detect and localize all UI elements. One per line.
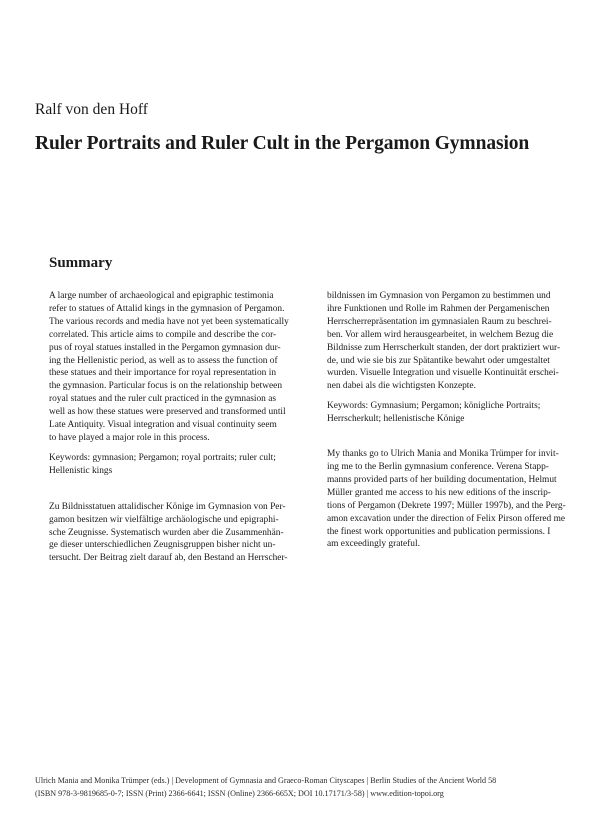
keywords-english: Keywords: gymnasion; Pergamon; royal portraits; ruler cult; Hellenistic kings — [49, 452, 276, 476]
acknowledgements: My thanks go to Ulrich Mania and Monika Trümper for invit- ing me to the Berlin gymnasium conference. Verena Stapp- manns provided parts of her building documentation, Helmut Müller granted me access to his new editions of the inscrip- tions of Pergamon (Dekrete 1997; Müller 1997b), and the Perg- amon excavation under the direction of Felix Pirson offered me the finest work opportunities and publication permissions. I am exceedingly grateful. — [327, 449, 566, 550]
abstract-english: A large number of archaeological and epigraphic testimonia refer to statues of Attalid kings in the gymnasion of Pergamon. The various records and media have not yet been systematically correlated. This article aims to compile and describe the cor- pus of royal statues installed in the Pergamon gymnasion dur- ing the Hellenistic period, as well as to assess the function of these statues and their importance for royal representation in the gymnasion. Particular focus is on the relationship between royal statues and the ruler cult practiced in the gymnasion as well as how these statues were preserved and transformed until Late Antiquity. Visual integration and visual continuity seem to have played a major role in this process. — [49, 291, 289, 443]
abstract-german-continued: bildnissen im Gymnasion von Pergamon zu bestimmen und ihre Funktionen und Rolle im Rahmen der Pergamenischen Herrscherrepräsentation im gymnasialen Raum zu beschrei- ben. Vor allem wird herausgearbeitet, in welchem Bezug die Bildnisse zum Herrscherkult standen, der dort praktiziert wur- de, und wie sie bis zur Spätantike bewahrt oder umgestaltet wurden. Visuelle Integration und visuelle Kontinuität erschei- nen dabei als die wichtigsten Konzepte. — [327, 291, 561, 392]
abstract-german-start: Zu Bildnisstatuen attalidischer Könige im Gymnasion von Per- gamon besitzen wir vielfältige archäologische und epigraphi- sche Zeugnisse. Systematisch wurden aber die Zusammenhän- ge dieser unterschiedlichen Zeugnisgruppen bisher nicht un- tersucht. Der Beitrag zielt darauf ab, den Bestand an Herrscher- — [49, 501, 288, 564]
left-column — [49, 290, 294, 572]
keywords-german: Keywords: Gymnasium; Pergamon; königliche Portraits; Herrscherkult; hellenistische Könige — [327, 401, 541, 425]
right-column — [327, 290, 572, 558]
article-title: Ruler Portraits and Ruler Cult in the Pergamon Gymnasion — [35, 133, 530, 154]
summary-heading: Summary — [49, 255, 113, 271]
author-name: Ralf von den Hoff — [35, 101, 148, 118]
publication-footer: Ulrich Mania and Monika Trümper (eds.) | Development of Gymnasia and Graeco-Roman Cityscapes | Berlin Studies of the Ancient World 58 (ISBN 978-3-9819685-0-7; ISSN (Print) 2366-6641; ISSN (Online) 2366-665X; DOI 10.17171/3-58) | www.edition-topoi.org — [35, 776, 497, 798]
